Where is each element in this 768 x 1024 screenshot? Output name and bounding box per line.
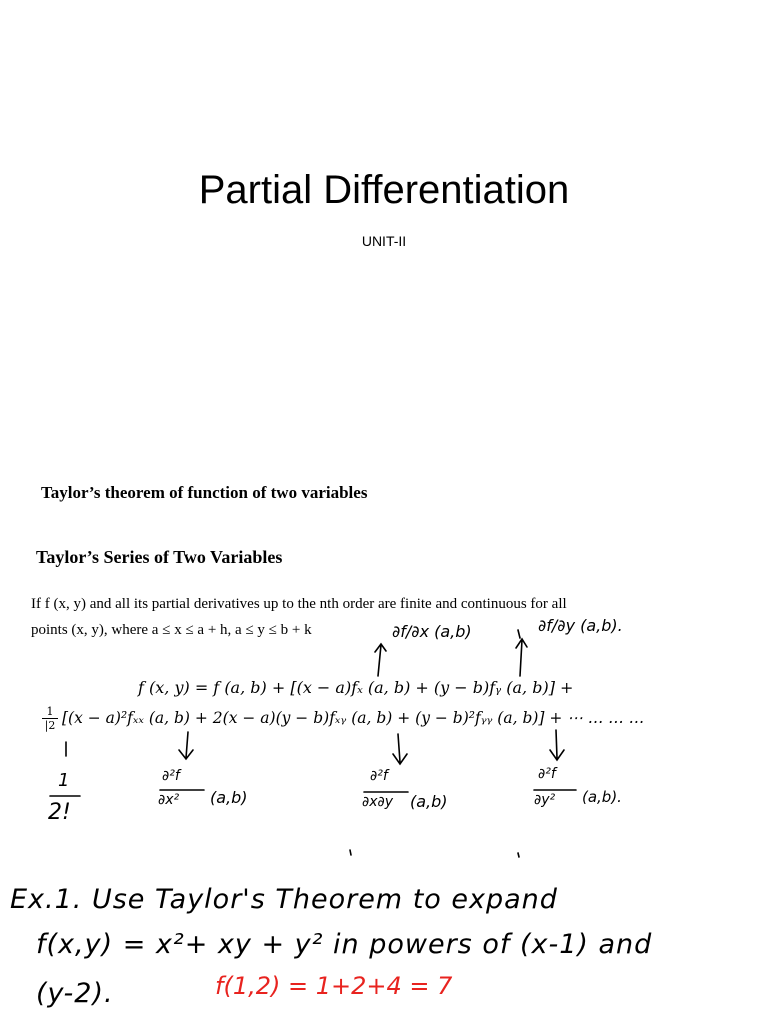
fxx-arg: (a,b): [210, 788, 248, 807]
condition-line-2: points (x, y), where a ≤ x ≤ a + h, a ≤ y ≤ b + k: [31, 622, 312, 638]
half-fraction-den: |2: [44, 719, 56, 732]
fy-annotation: ∂f/∂y (a,b).: [538, 616, 623, 635]
fxy-num: ∂²f: [370, 768, 388, 784]
half-fraction-num: 1: [46, 705, 54, 718]
fyy-down-arrow: [550, 730, 564, 760]
stray-mark-1: [350, 850, 351, 855]
fx-annotation: ∂f/∂x (a,b): [392, 622, 472, 641]
fyy-den: ∂y²: [534, 792, 556, 808]
theorem-heading: Taylor’s theorem of function of two variables: [41, 483, 368, 502]
fxx-den: ∂x²: [158, 792, 180, 808]
condition-line-1: If f (x, y) and all its partial derivatives up to the nth order are finite and continuous for all: [31, 596, 567, 612]
fxy-arg: (a,b): [410, 792, 448, 811]
fyy-num: ∂²f: [538, 766, 556, 782]
formula-line-2: [(x − a)²fₓₓ (a, b) + 2(x − a)(y − b)fₓᵧ (a, b) + (y − b)²fᵧᵧ (a, b)] + ⋯ … … …: [62, 709, 645, 727]
factorial-den: 2!: [48, 800, 71, 825]
fyy-arg: (a,b).: [582, 788, 622, 806]
formula-line-1: f (x, y) = f (a, b) + [(x − a)fₓ (a, b) + (y − b)fᵧ (a, b)] +: [138, 678, 574, 697]
fy-tick: [518, 630, 520, 638]
stray-mark-2: [518, 853, 519, 857]
example-line-2: f(x,y) = x²+ xy + y² in powers of (x-1) and: [36, 929, 653, 960]
fxy-down-arrow: [393, 734, 407, 764]
fy-up-arrow: [516, 639, 527, 676]
series-heading: Taylor’s Series of Two Variables: [36, 547, 283, 567]
slide-title: Partial Differentiation: [198, 168, 570, 212]
fx-up-arrow: [375, 644, 386, 676]
fxx-num: ∂²f: [162, 768, 180, 784]
example-line-1: Ex.1. Use Taylor's Theorem to expand: [10, 884, 558, 915]
example-line-3: (y-2).: [36, 978, 114, 1009]
fxy-den: ∂x∂y: [362, 794, 394, 810]
fxx-down-arrow: [179, 732, 193, 759]
factorial-num: 1: [58, 770, 70, 791]
example-red-note: f(1,2) = 1+2+4 = 7: [215, 972, 453, 1000]
slide-subtitle: UNIT-II: [361, 233, 407, 249]
